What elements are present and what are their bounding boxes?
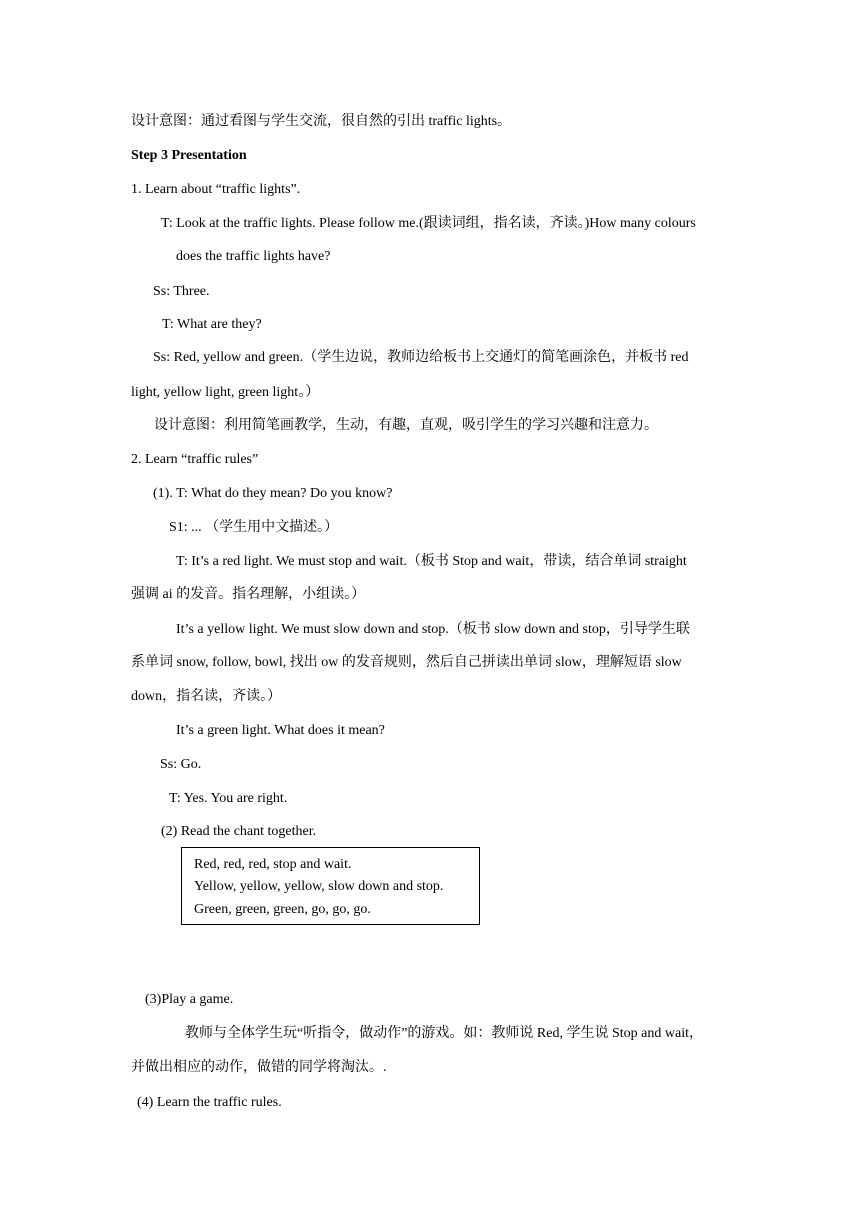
green-light-question: It’s a green light. What does it mean?: [176, 723, 385, 738]
students-colors-b: light, yellow light, green light。）: [131, 385, 320, 400]
teacher-line-1a: T: Look at the traffic lights. Please follow me.(跟读词组，指名读，齐读。)How many colours: [161, 216, 696, 231]
red-light-a: T: It’s a red light. We must stop and wait.（板书 Stop and wait，带读，结合单词 straight: [176, 554, 687, 569]
teacher-what: T: What are they?: [162, 317, 262, 332]
game-description-a: 教师与全体学生玩“听指令，做动作”的游戏。如：教师说 Red, 学生说 Stop and wait，: [185, 1026, 703, 1041]
chant-line: Yellow, yellow, yellow, slow down and stop.: [194, 879, 444, 894]
game-description-b: 并做出相应的动作，做错的同学将淘汰。.: [131, 1060, 387, 1075]
subsection-3: (3)Play a game.: [145, 992, 234, 1007]
design-intent-1: 设计意图：通过看图与学生交流，很自然的引出 traffic lights。: [131, 114, 512, 129]
subsection-1: (1). T: What do they mean? Do you know?: [153, 486, 393, 501]
design-intent-2: 设计意图：利用简笔画教学，生动，有趣，直观，吸引学生的学习兴趣和注意力。: [154, 418, 658, 433]
teacher-line-1b: does the traffic lights have?: [176, 249, 331, 264]
section-2-title: 2. Learn “traffic rules”: [131, 452, 259, 467]
yellow-light-b: 系单词 snow, follow, bowl, 找出 ow 的发音规则，然后自己拼读出单词 slow，理解短语 slow: [131, 655, 682, 670]
teacher-yes: T: Yes. You are right.: [169, 791, 288, 806]
yellow-light-a: It’s a yellow light. We must slow down and stop.（板书 slow down and stop，引导学生联: [176, 622, 690, 637]
step-heading: Step 3 Presentation: [131, 148, 247, 163]
students-colors-a: Ss: Red, yellow and green.（学生边说，教师边给板书上交通灯的简笔画涂色，并板书 red: [153, 350, 689, 365]
chant-line: Red, red, red, stop and wait.: [194, 857, 352, 872]
subsection-2: (2) Read the chant together.: [161, 824, 317, 839]
section-1-title: 1. Learn about “traffic lights”.: [131, 182, 301, 197]
red-light-b: 强调 ai 的发音。指名理解，小组读。）: [131, 587, 366, 602]
students-go: Ss: Go.: [160, 757, 202, 772]
chant-line: Green, green, green, go, go, go.: [194, 902, 371, 917]
chant-box: [181, 847, 480, 925]
subsection-4: (4) Learn the traffic rules.: [137, 1095, 282, 1110]
yellow-light-c: down，指名读，齐读。）: [131, 689, 282, 704]
students-three: Ss: Three.: [153, 284, 210, 299]
s1-line: S1: ... （学生用中文描述。）: [169, 520, 339, 535]
